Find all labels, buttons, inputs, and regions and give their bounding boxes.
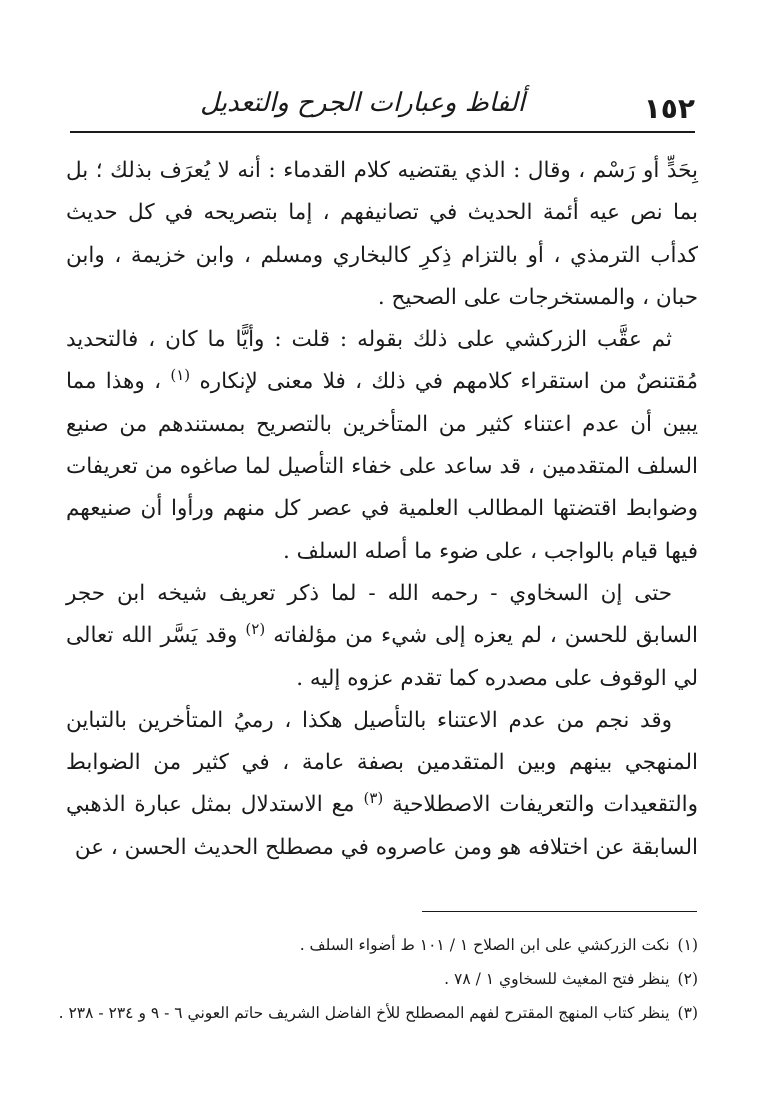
- paragraph-text: وقد نجم من عدم الاعتناء بالتأصيل هكذا ، رميُ المتأخرين بالتباين المنهجي بينهم وبين المتقدمين بصفة عامة ، في كثير من الضوابط والتقعيدات والتعريفات الاصطلاحية: [66, 707, 699, 818]
- running-title: ألفاظ وعبارات الجرح والتعديل: [200, 88, 525, 118]
- footnote-ref-2[interactable]: (٢): [245, 620, 266, 639]
- paragraph-text: بِحَدٍّ أو رَسْم ، وقال : الذي يقتضيه كلام القدماء : أنه لا يُعرَف بذلك ؛ بل بما نص عيه أئمة الحديث في تصانيفهم ، إما بتصريحه في كل حديث كدأب الترمذي ، أو بالتزام ذِكرِ كالبخاري ومسلم ، وابن خزيمة ، وابن حبان ، والمستخرجات على الصحيح .: [66, 158, 698, 310]
- footnote-number: (٢): [677, 970, 698, 988]
- footnote-text: ينظر كتاب المنهج المقترح لفهم المصطلح للأخ الفاضل الشريف حاتم العوني ٦ - ٩ و ٢٣٤ - ٢٣٨ .: [58, 1004, 670, 1022]
- main-text: [66, 150, 698, 869]
- page-number: ١٥٢: [643, 92, 695, 125]
- paragraph-text: حتى إن السخاوي - رحمه الله - لما ذكر تعريف شيخه ابن حجر السابق للحسن ، لم يعزه إلى شيء من مؤلفاته: [66, 580, 698, 649]
- footnote-text: نكت الزركشي على ابن الصلاح ١ / ١٠١ ط أضواء السلف .: [299, 936, 670, 954]
- paragraph-text: ثم عقَّب الزركشي على ذلك بقوله : قلت : وأيًّا ما كان ، فالتحديد مُقتنصٌ من استقراء كلامهم في ذلك ، فلا معنى لإنكاره: [66, 327, 698, 395]
- footnotes: [58, 928, 698, 1030]
- footnote-text: ينظر فتح المغيث للسخاوي ١ / ٧٨ .: [444, 970, 670, 988]
- paragraph-text: ، وهذا مما يبين أن عدم اعتناء كثير من المتأخرين بالتصريح بمستندهم من صنيع السلف المتقدمين ، قد ساعد على خفاء التأصيل لما صاغوه من تعريفات وضوابط اقتضتها المطالب العلمية في عصر كل منهم ورأوا أن صنيعهم فيها قيام بالواجب ، على ضوء ما أصله السلف .: [66, 369, 698, 564]
- footnote-ref-3[interactable]: (٣): [363, 789, 384, 808]
- paragraph-1: [66, 150, 698, 319]
- footnote-2: [66, 962, 698, 996]
- paragraph-2: [66, 319, 698, 573]
- header-rule: [70, 131, 695, 133]
- paragraph-text: وقد يَسَّر الله تعالى لي الوقوف على مصدره كما تقدم عزوه إليه .: [66, 623, 698, 691]
- paragraph-4: [66, 700, 698, 869]
- footnote-number: (٣): [677, 1004, 698, 1022]
- footnote-ref-1[interactable]: (١): [170, 366, 191, 385]
- footnote-number: (١): [677, 936, 698, 954]
- footnote-1: [66, 928, 698, 962]
- paragraph-3: [66, 573, 698, 700]
- footnote-3: [58, 996, 698, 1030]
- paragraph-text: مع الاستدلال بمثل عبارة الذهبي السابقة عن اختلافه هو ومن عاصروه في مصطلح الحديث الحسن ، عن: [66, 792, 698, 860]
- page-header: [70, 88, 695, 132]
- footnote-separator: [422, 911, 697, 912]
